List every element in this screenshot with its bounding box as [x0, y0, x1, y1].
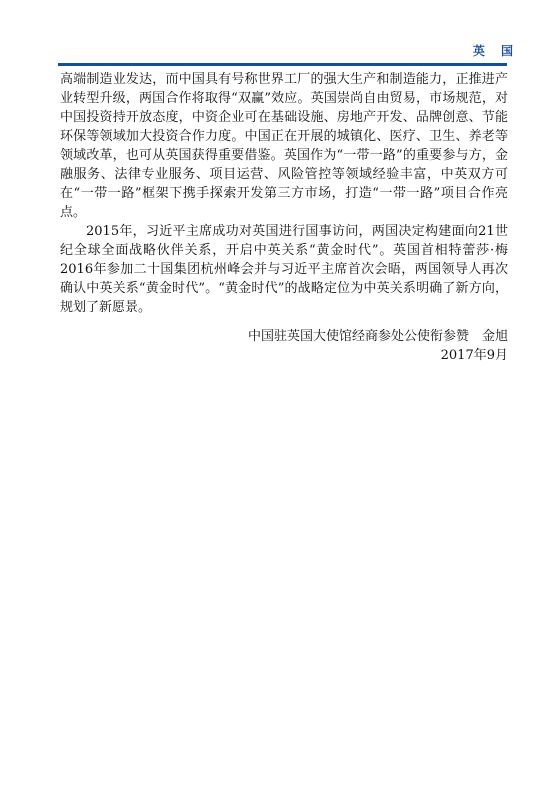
header-divider	[58, 63, 507, 66]
paragraph-continued: 高端制造业发达，而中国具有号称世界工厂的强大生产和制造能力，正推进产业转型升级，两国合作将取得“双赢”效应。英国崇尚自由贸易，市场规范，对中国投资持开放态度，中资企业可在基础设施、房地产开发、品牌创意、节能环保等领域加大投资合作力度。中国正在开展的城镇化、医疗、卫生、养老等领域改革，也可从英国获得重要借鉴。英国作为“一带一路”的重要参与方，金融服务、法律专业服务、项目运营、风险管控等领域经验丰富，中英双方可在“一带一路”框架下携手探索开发第三方市场，打造“一带一路”项目合作亮点。	[60, 72, 508, 220]
paragraph-golden-era: 2015年，习近平主席成功对英国进行国事访问，两国决定构建面向21世纪全球全面战略伙伴关系，开启中英关系“黄金时代”。英国首相特蕾莎·梅2016年参加二十国集团杭州峰会并与习近平主席首次会晤，两国领导人再次确认中英关系“黄金时代”。“黄金时代”的战略定位为中英关系明确了新方向，规划了新愿景。	[60, 224, 508, 315]
article-body	[60, 70, 508, 317]
signature-date: 2017年9月	[440, 348, 508, 363]
page-header-title: 英 国	[472, 44, 519, 58]
signature-author: 中国驻英国大使馆经商参处公使衔参赞 金旭	[247, 329, 508, 344]
signature-block	[248, 327, 508, 365]
